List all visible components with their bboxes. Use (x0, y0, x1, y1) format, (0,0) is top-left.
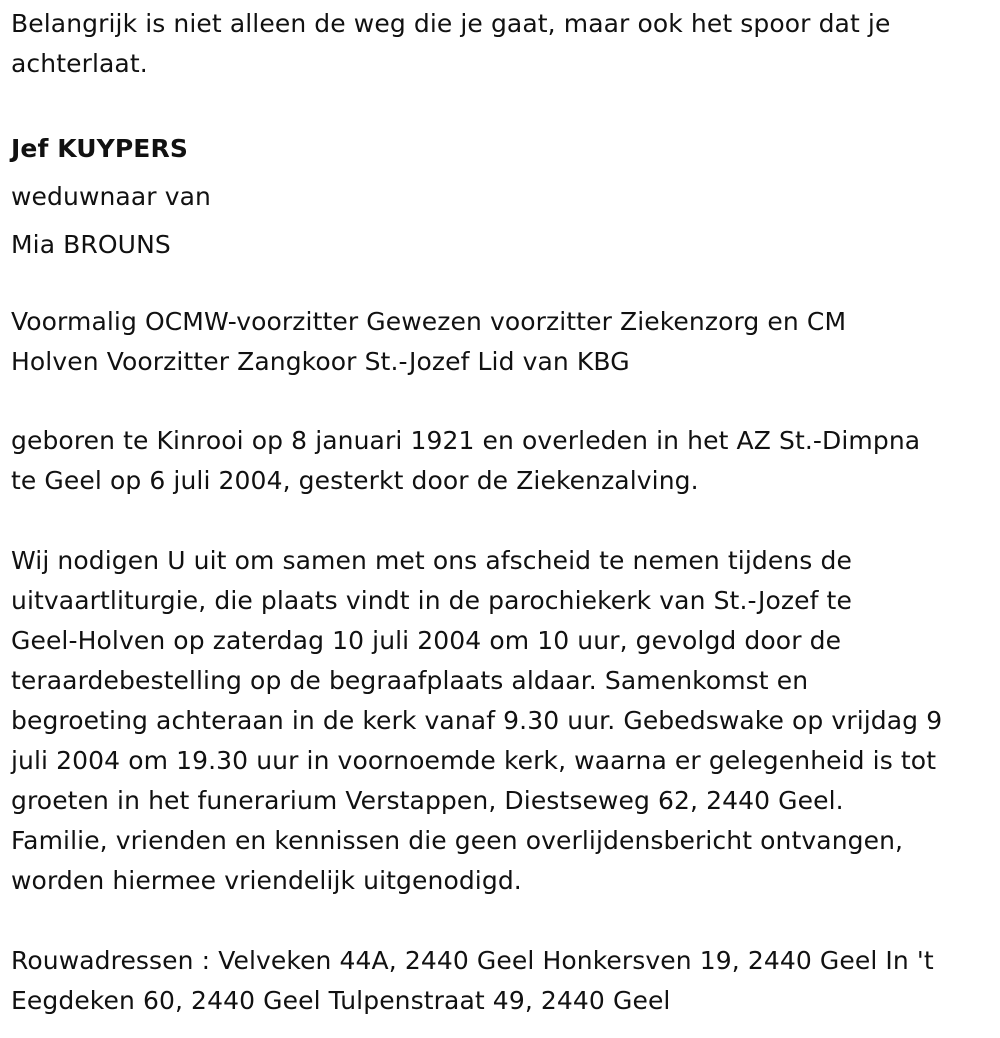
invitation-paragraph (11, 541, 992, 901)
invitation-line: worden hiermee vriendelijk uitgenodigd. (11, 866, 522, 895)
spouse-name: Mia BROUNS (11, 230, 171, 259)
quote-line-1: Belangrijk is niet alleen de weg die je gaat, maar ook het spoor dat je (11, 9, 891, 38)
addresses-line-2: Eegdeken 60, 2440 Geel Tulpenstraat 49, 2440 Geel (11, 986, 671, 1015)
invitation-line: teraardebestelling op de begraafplaats aldaar. Samenkomst en (11, 666, 809, 695)
invitation-line: begroeting achteraan in de kerk vanaf 9.30 uur. Gebedswake op vrijdag 9 (11, 706, 943, 735)
invitation-line: uitvaartliturgie, die plaats vindt in de parochiekerk van St.-Jozef te (11, 586, 852, 615)
invitation-line: juli 2004 om 19.30 uur in voornoemde kerk, waarna er gelegenheid is tot (11, 746, 937, 775)
invitation-line: Geel-Holven op zaterdag 10 juli 2004 om 10 uur, gevolgd door de (11, 626, 842, 655)
functions-line-2: Holven Voorzitter Zangkoor St.-Jozef Lid van KBG (11, 347, 630, 376)
invitation-line: Wij nodigen U uit om samen met ons afscheid te nemen tijdens de (11, 546, 852, 575)
deceased-name: Jef KUYPERS (11, 134, 188, 163)
birth-death-line-2: te Geel op 6 juli 2004, gesterkt door de Ziekenzalving. (11, 466, 699, 495)
deceased-relation: weduwnaar van (11, 182, 211, 211)
quote-line-2: achterlaat. (11, 49, 148, 78)
deceased-block (11, 125, 992, 269)
invitation-line: groeten in het funerarium Verstappen, Diestseweg 62, 2440 Geel. (11, 786, 844, 815)
addresses-line-1: Rouwadressen : Velveken 44A, 2440 Geel Honkersven 19, 2440 Geel In 't (11, 946, 934, 975)
opening-quote (11, 4, 992, 84)
birth-death-paragraph (11, 421, 992, 501)
functions-line-1: Voormalig OCMW-voorzitter Gewezen voorzitter Ziekenzorg en CM (11, 307, 847, 336)
functions-paragraph (11, 302, 992, 382)
invitation-line: Familie, vrienden en kennissen die geen overlijdensbericht ontvangen, (11, 826, 904, 855)
birth-death-line-1: geboren te Kinrooi op 8 januari 1921 en overleden in het AZ St.-Dimpna (11, 426, 921, 455)
addresses-paragraph (11, 941, 992, 1021)
